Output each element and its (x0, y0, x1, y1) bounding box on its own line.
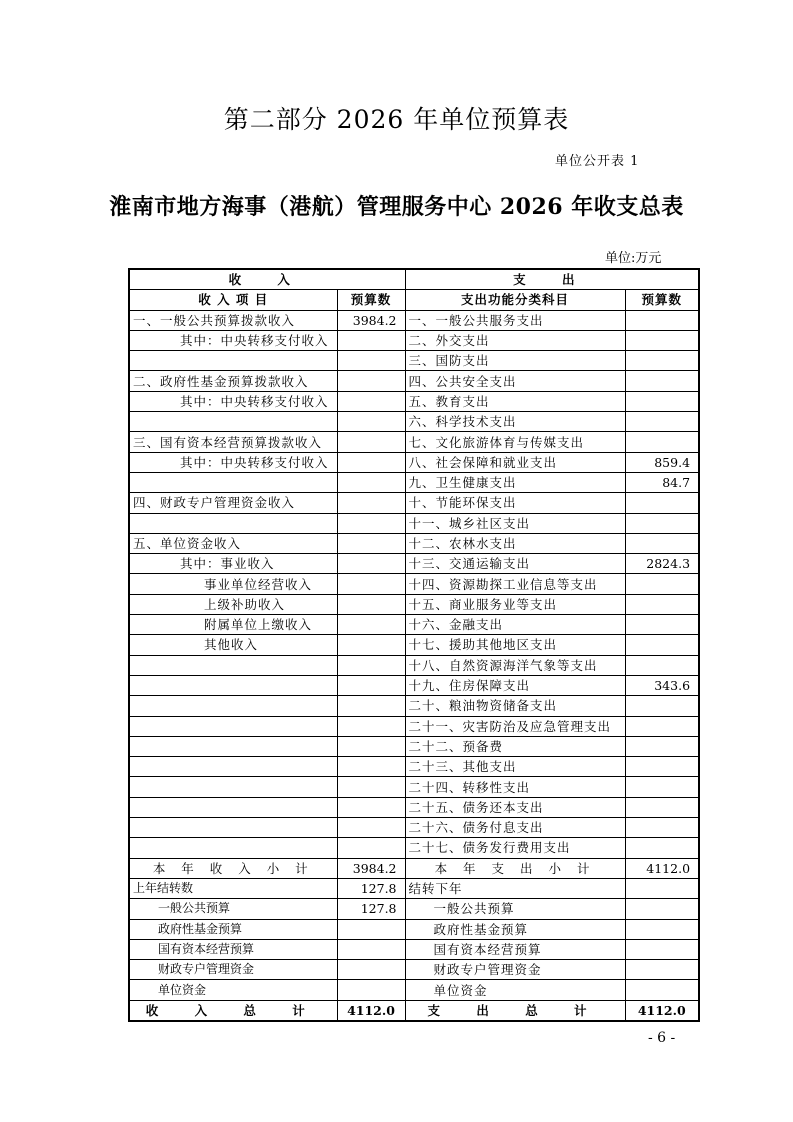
table-row (129, 351, 699, 371)
expense-item: 十六、金融支出 (405, 615, 625, 635)
carry-expense-amount (625, 899, 699, 919)
income-amount (337, 472, 405, 492)
income-item: 二、政府性基金预算拨款收入 (129, 371, 337, 391)
carry-expense-item: 财政专户管理资金 (405, 960, 625, 980)
carry-income-item: 单位资金 (129, 980, 337, 1000)
expense-item: 十九、住房保障支出 (405, 675, 625, 695)
income-item (129, 777, 337, 797)
expense-amount (625, 432, 699, 452)
income-item (129, 696, 337, 716)
income-item-header: 收 入 项 目 (129, 290, 337, 310)
carry-income-amount (337, 939, 405, 959)
expense-amount (625, 797, 699, 817)
table-row (129, 696, 699, 716)
expense-item-header: 支出功能分类科目 (405, 290, 625, 310)
part-title: 第二部分 2026 年单位预算表 (223, 105, 570, 134)
expense-total-amount: 4112.0 (625, 1000, 699, 1021)
income-item: 其中：事业收入 (129, 554, 337, 574)
income-item (129, 412, 337, 432)
expense-amount (625, 655, 699, 675)
carry-expense-amount (625, 878, 699, 898)
expense-item: 二十五、债务还本支出 (405, 797, 625, 817)
income-amount (337, 594, 405, 614)
income-amount-header: 预算数 (337, 290, 405, 310)
carry-expense-item: 单位资金 (405, 980, 625, 1000)
income-amount (337, 696, 405, 716)
expense-item: 六、科学技术支出 (405, 412, 625, 432)
expense-amount (625, 533, 699, 553)
expense-item: 二十七、债务发行费用支出 (405, 838, 625, 858)
carry-row (129, 960, 699, 980)
carry-expense-amount (625, 980, 699, 1000)
expense-amount (625, 412, 699, 432)
expense-item: 九、卫生健康支出 (405, 472, 625, 492)
expense-amount (625, 594, 699, 614)
income-subtotal-amount: 3984.2 (337, 858, 405, 878)
total-row (129, 1000, 699, 1021)
expense-item: 十七、援助其他地区支出 (405, 635, 625, 655)
income-amount (337, 635, 405, 655)
table-row (129, 391, 699, 411)
income-amount (337, 716, 405, 736)
carry-row (129, 899, 699, 919)
carry-income-amount (337, 919, 405, 939)
income-item (129, 513, 337, 533)
expense-item: 十五、商业服务业等支出 (405, 594, 625, 614)
expense-amount-header: 预算数 (625, 290, 699, 310)
expense-amount: 84.7 (625, 472, 699, 492)
expense-amount (625, 330, 699, 350)
carry-income-item: 政府性基金预算 (129, 919, 337, 939)
expense-amount (625, 757, 699, 777)
expense-amount (625, 391, 699, 411)
table-title: 淮南市地方海事（港航）管理服务中心 2026 年收支总表 (109, 194, 684, 220)
table-row (129, 452, 699, 472)
expense-amount (625, 635, 699, 655)
income-amount (337, 412, 405, 432)
expense-amount (625, 351, 699, 371)
income-item (129, 716, 337, 736)
income-item: 一、一般公共预算拨款收入 (129, 310, 337, 330)
expense-item: 二十四、转移性支出 (405, 777, 625, 797)
expense-subtotal-label: 本 年 支 出 小 计 (405, 858, 625, 878)
carry-income-item: 财政专户管理资金 (129, 960, 337, 980)
carry-expense-amount (625, 939, 699, 959)
income-amount (337, 533, 405, 553)
table-row (129, 371, 699, 391)
income-amount (337, 554, 405, 574)
table-row (129, 574, 699, 594)
expense-amount (625, 615, 699, 635)
expense-item: 二十、粮油物资储备支出 (405, 696, 625, 716)
carry-income-amount (337, 980, 405, 1000)
table-row (129, 838, 699, 858)
expense-amount: 343.6 (625, 675, 699, 695)
table-row (129, 594, 699, 614)
unit-label: 单位:万元 (605, 251, 662, 266)
table-row (129, 472, 699, 492)
carry-row (129, 980, 699, 1000)
expense-amount (625, 838, 699, 858)
income-item: 上级补助收入 (129, 594, 337, 614)
carry-income-item: 国有资本经营预算 (129, 939, 337, 959)
carry-expense-item: 国有资本经营预算 (405, 939, 625, 959)
carry-row (129, 878, 699, 898)
expense-item: 十二、农林水支出 (405, 533, 625, 553)
carry-expense-item: 政府性基金预算 (405, 919, 625, 939)
expense-item: 二十三、其他支出 (405, 757, 625, 777)
column-header-row (129, 290, 699, 310)
carry-income-amount (337, 960, 405, 980)
income-total-amount: 4112.0 (337, 1000, 405, 1021)
income-amount (337, 818, 405, 838)
expense-amount (625, 716, 699, 736)
table-row (129, 493, 699, 513)
table-row (129, 777, 699, 797)
income-item (129, 818, 337, 838)
income-amount (337, 615, 405, 635)
income-item (129, 797, 337, 817)
income-item (129, 655, 337, 675)
income-amount (337, 432, 405, 452)
income-amount (337, 452, 405, 472)
expense-item: 三、国防支出 (405, 351, 625, 371)
carry-row (129, 919, 699, 939)
expense-item: 二十一、灾害防治及应急管理支出 (405, 716, 625, 736)
subtotal-row (129, 858, 699, 878)
table-row (129, 412, 699, 432)
carry-expense-amount (625, 919, 699, 939)
expense-total-label: 支 出 总 计 (405, 1000, 625, 1021)
income-item: 四、财政专户管理资金收入 (129, 493, 337, 513)
table-row (129, 432, 699, 452)
expense-item: 四、公共安全支出 (405, 371, 625, 391)
budget-summary-table (128, 268, 700, 1022)
expense-item: 十、节能环保支出 (405, 493, 625, 513)
income-group-header: 收 入 (129, 269, 405, 290)
carry-income-amount: 127.8 (337, 878, 405, 898)
expense-amount: 2824.3 (625, 554, 699, 574)
carry-expense-amount (625, 960, 699, 980)
expense-subtotal-amount: 4112.0 (625, 858, 699, 878)
expense-item: 十一、城乡社区支出 (405, 513, 625, 533)
income-amount: 3984.2 (337, 310, 405, 330)
expense-item: 五、教育支出 (405, 391, 625, 411)
expense-amount (625, 736, 699, 756)
income-item (129, 757, 337, 777)
table-row (129, 716, 699, 736)
form-number: 单位公开表 1 (555, 154, 640, 169)
expense-amount (625, 493, 699, 513)
page-number: - 6 - (648, 1030, 676, 1046)
expense-item: 十四、资源勘探工业信息等支出 (405, 574, 625, 594)
expense-amount: 859.4 (625, 452, 699, 472)
income-item: 其中：中央转移支付收入 (129, 452, 337, 472)
expense-item: 二十二、预备费 (405, 736, 625, 756)
income-item (129, 351, 337, 371)
table-row (129, 797, 699, 817)
income-item: 事业单位经营收入 (129, 574, 337, 594)
income-amount (337, 736, 405, 756)
expense-amount (625, 777, 699, 797)
expense-group-header: 支 出 (405, 269, 699, 290)
expense-item: 八、社会保障和就业支出 (405, 452, 625, 472)
income-amount (337, 838, 405, 858)
expense-amount (625, 513, 699, 533)
table-row (129, 533, 699, 553)
income-amount (337, 351, 405, 371)
income-subtotal-label: 本 年 收 入 小 计 (129, 858, 337, 878)
income-total-label: 收 入 总 计 (129, 1000, 337, 1021)
table-row (129, 818, 699, 838)
income-amount (337, 574, 405, 594)
expense-item: 一、一般公共服务支出 (405, 310, 625, 330)
income-item: 其中：中央转移支付收入 (129, 330, 337, 350)
income-amount (337, 330, 405, 350)
table-row (129, 310, 699, 330)
income-amount (337, 777, 405, 797)
expense-item: 十三、交通运输支出 (405, 554, 625, 574)
table-row (129, 635, 699, 655)
expense-amount (625, 371, 699, 391)
expense-amount (625, 574, 699, 594)
expense-item: 七、文化旅游体育与传媒支出 (405, 432, 625, 452)
table-row (129, 675, 699, 695)
table-row (129, 615, 699, 635)
table-row (129, 736, 699, 756)
table-row (129, 757, 699, 777)
expense-item: 十八、自然资源海洋气象等支出 (405, 655, 625, 675)
income-amount (337, 371, 405, 391)
table-row (129, 655, 699, 675)
income-item (129, 838, 337, 858)
income-amount (337, 493, 405, 513)
carry-income-item: 一般公共预算 (129, 899, 337, 919)
group-header-row (129, 269, 699, 290)
income-item: 三、国有资本经营预算拨款收入 (129, 432, 337, 452)
table-row (129, 330, 699, 350)
income-item (129, 675, 337, 695)
income-amount (337, 655, 405, 675)
income-amount (337, 797, 405, 817)
table-row (129, 554, 699, 574)
expense-item: 二、外交支出 (405, 330, 625, 350)
income-item (129, 472, 337, 492)
income-amount (337, 757, 405, 777)
income-amount (337, 513, 405, 533)
income-item: 其中：中央转移支付收入 (129, 391, 337, 411)
expense-item: 二十六、债务付息支出 (405, 818, 625, 838)
income-item: 其他收入 (129, 635, 337, 655)
income-item: 附属单位上缴收入 (129, 615, 337, 635)
carry-income-item: 上年结转数 (129, 878, 337, 898)
expense-amount (625, 818, 699, 838)
carry-row (129, 939, 699, 959)
income-amount (337, 675, 405, 695)
expense-amount (625, 696, 699, 716)
carry-expense-item: 结转下年 (405, 878, 625, 898)
income-item: 五、单位资金收入 (129, 533, 337, 553)
carry-income-amount: 127.8 (337, 899, 405, 919)
expense-amount (625, 310, 699, 330)
carry-expense-item: 一般公共预算 (405, 899, 625, 919)
income-item (129, 736, 337, 756)
table-row (129, 513, 699, 533)
income-amount (337, 391, 405, 411)
